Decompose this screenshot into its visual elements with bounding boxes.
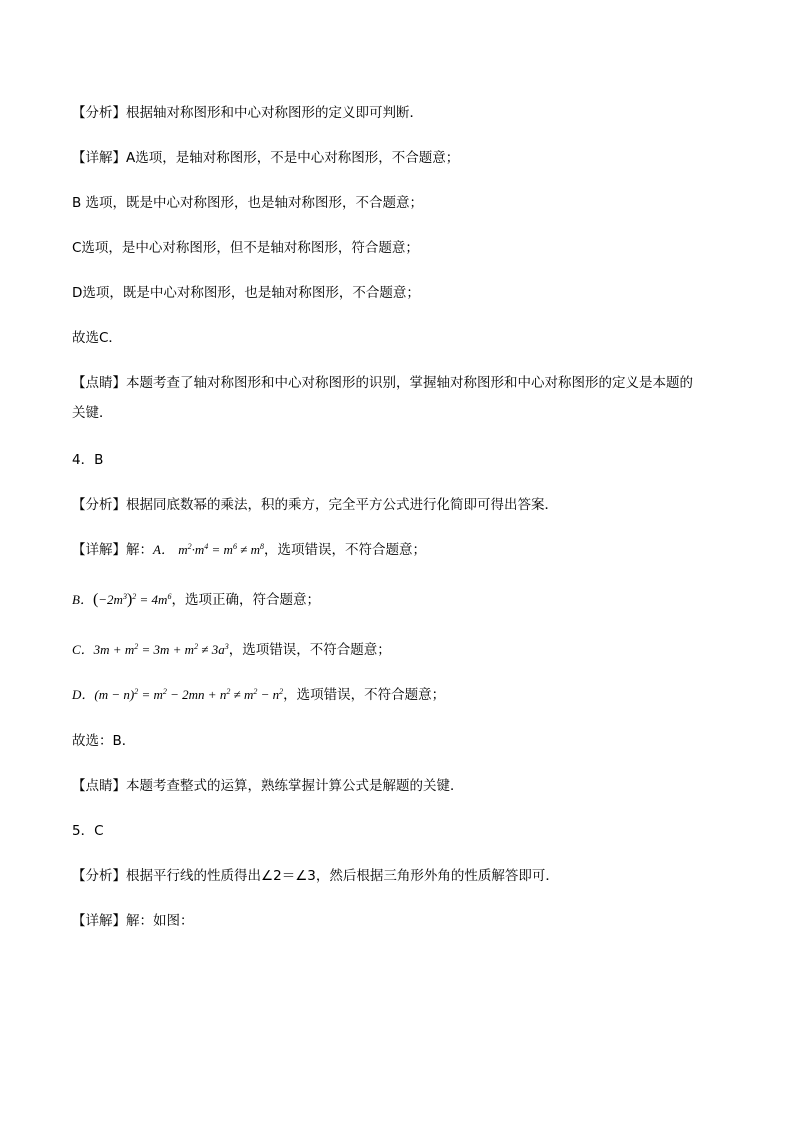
detail-line-q5: 【详解】解：如图： — [72, 913, 194, 929]
analysis-line-q5: 【分析】根据平行线的性质得出∠2＝∠3，然后根据三角形外角的性质解答即可． — [72, 868, 559, 884]
question-4-answer: 4．B — [72, 452, 104, 468]
comment-line-q3: 【点睛】本题考查了轴对称图形和中心对称图形的识别，掌握轴对称图形和中心对称图形的定义是本题的 — [72, 375, 693, 391]
option-c-line: C选项，是中心对称图形，但不是轴对称图形，符合题意； — [72, 240, 419, 256]
formula-c-comment: ，选项错误，不符合题意； — [228, 642, 391, 658]
option-b-line: B 选项，既是中心对称图形，也是轴对称图形，不合题意； — [72, 195, 424, 211]
formula-b-comment: ，选项正确，符合题意； — [171, 592, 320, 608]
comment-line-q4: 【点睛】本题考查整式的运算，熟练掌握计算公式是解题的关键． — [72, 778, 464, 794]
formula-d: $(m - n)^2 = m^2 - 2mn + n^2 \ne m^2 - n^2$ — [94, 687, 284, 702]
option-b-label: B． — [72, 592, 93, 607]
formula-c: $3m + m^2 = 3m + m^2 \ne 3a^3$ — [93, 642, 229, 657]
option-c-label: C． — [72, 642, 94, 657]
detail-line-q4-d — [72, 686, 445, 706]
answer-line-q4: 故选：B． — [72, 733, 136, 749]
formula-a: $m^2\cdot m^4 = m^6 \ne m^8$ — [178, 542, 264, 557]
option-d-label: D． — [72, 687, 95, 702]
detail-line-q4-a — [72, 541, 426, 561]
formula-d-comment: ，选项错误，不符合题意； — [283, 687, 446, 703]
option-a-label: A． — [153, 542, 174, 557]
detail-line-q4-b — [72, 591, 320, 611]
detail-line-q3-a: 【详解】A选项，是轴对称图形，不是中心对称图形，不合题意； — [72, 150, 460, 166]
analysis-line-q4: 【分析】根据同底数幂的乘法，积的乘方，完全平方公式进行化简即可得出答案． — [72, 497, 558, 513]
detail-prefix: 【详解】解： — [72, 542, 153, 558]
question-5-answer: 5．C — [72, 823, 104, 839]
formula-a-comment: ，选项错误，不符合题意； — [263, 542, 426, 558]
formula-b: $(-2m^3)^2 = 4m^6$ — [92, 591, 172, 608]
detail-line-q4-c — [72, 641, 391, 661]
comment-line-q3-cont: 关键． — [72, 405, 113, 421]
option-d-line: D选项，既是中心对称图形，也是轴对称图形，不合题意； — [72, 285, 420, 301]
answer-line-q3: 故选C． — [72, 330, 122, 346]
analysis-line-q3: 【分析】根据轴对称图形和中心对称图形的定义即可判断． — [72, 105, 423, 121]
